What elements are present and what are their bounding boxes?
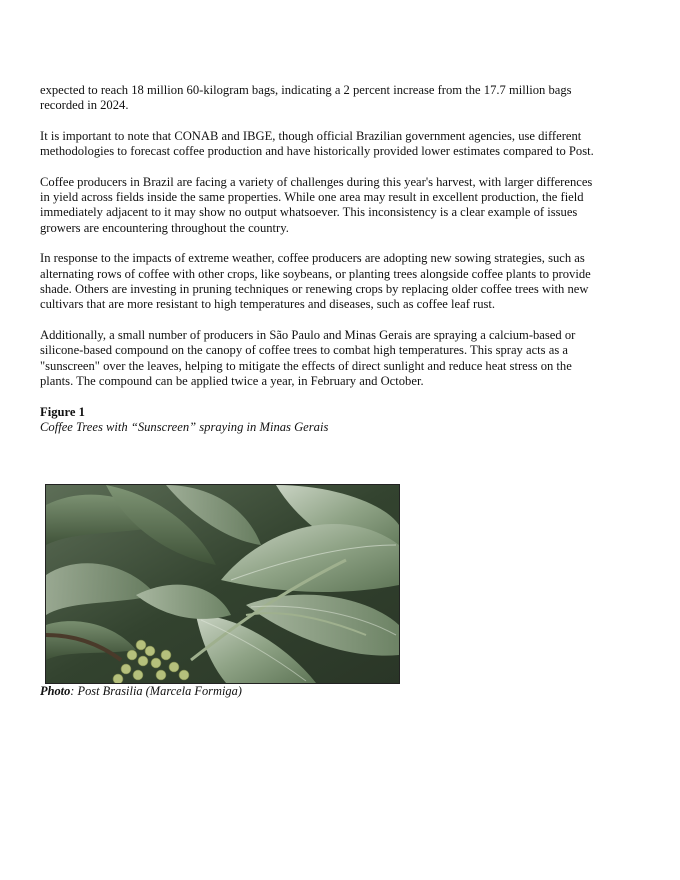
photo-credit-text: : Post Brasilia (Marcela Formiga) xyxy=(70,684,242,698)
figure-label: Figure 1 xyxy=(40,404,85,419)
photo-credit-label: Photo xyxy=(40,684,71,698)
photo-credit xyxy=(40,684,242,699)
paragraph-3: Coffee producers in Brazil are facing a variety of challenges during this year's harvest, with larger differences in yield across fields inside the same properties. While one area may result in excellent production, the field immediately adjacent to it may show no output whatsoever. This inconsistency is a clear example of issues growers are encountering throughout the country. xyxy=(40,174,593,235)
paragraph-2: It is important to note that CONAB and IBGE, though official Brazilian government agencies, use different methodologies to forecast coffee production and have historically provided lower estimates compared to Post. xyxy=(40,128,594,159)
paragraph-1: expected to reach 18 million 60-kilogram bags, indicating a 2 percent increase from the 17.7 million bags recorded in 2024. xyxy=(40,83,572,113)
figure-caption: Coffee Trees with “Sunscreen” spraying in Minas Gerais xyxy=(40,419,329,434)
body-text xyxy=(40,83,602,435)
paragraph-4: In response to the impacts of extreme weather, coffee producers are adopting new sowing strategies, such as alternating rows of coffee with other crops, like soybeans, or planting trees alongside coffee plants to provide shade. Others are investing in pruning techniques or renewing crops by replacing older coffee trees with new cultivars that are more resistant to high temperatures and diseases, such as coffee leaf rust. xyxy=(40,251,591,312)
coffee-leaves-photo xyxy=(45,484,400,684)
paragraph-5: Additionally, a small number of producers in São Paulo and Minas Gerais are spraying a calcium-based or silicone-based compound on the canopy of coffee trees to combat high temperatures. This spray acts as a "sunscreen" over the leaves, helping to mitigate the effects of direct sunlight and reduce heat stress on the plants. The compound can be applied twice a year, in February and October. xyxy=(40,327,576,389)
